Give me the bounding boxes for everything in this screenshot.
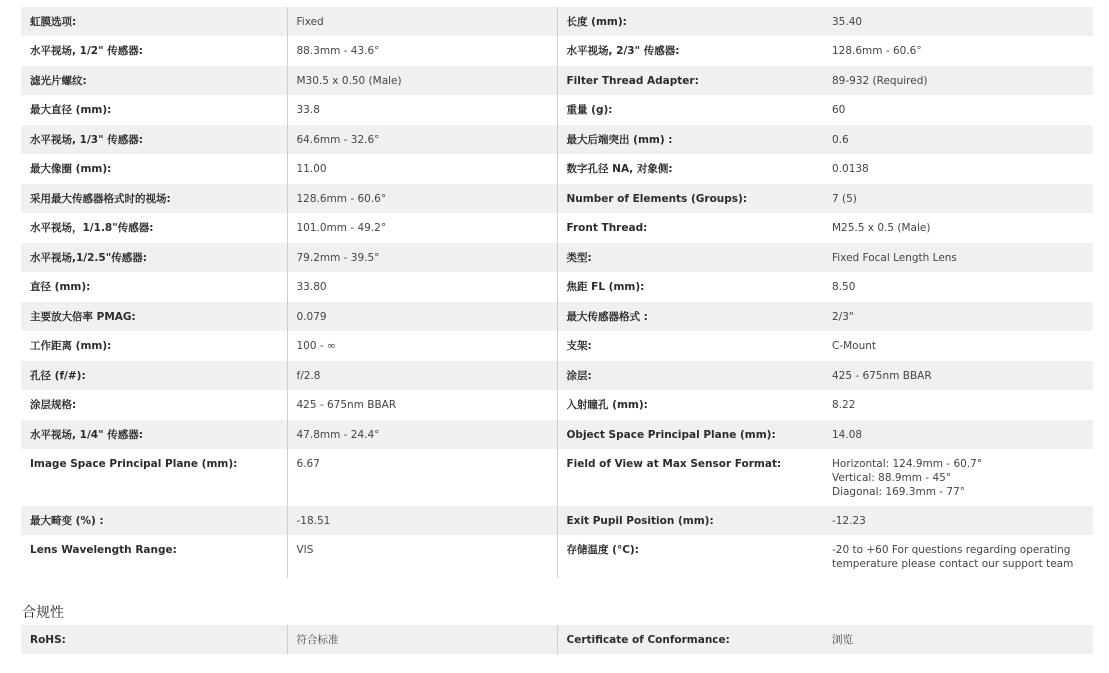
spec-label: 最大像圈 (mm):: [30, 163, 112, 175]
spec-value: C-Mount: [832, 340, 877, 352]
table-row: [21, 95, 1093, 125]
spec-label: 水平视场, 1/4" 传感器:: [21, 420, 287, 449]
spec-label: 滤光片螺纹:: [21, 66, 287, 95]
spec-label: 涂层:: [557, 361, 823, 390]
spec-label: 涂层规格:: [30, 399, 77, 411]
spec-value: Fixed Focal Length Lens: [823, 243, 1093, 272]
spec-label: 孔径 (f/#):: [21, 361, 287, 390]
spec-label: 入射瞳孔 (mm):: [557, 390, 823, 420]
table-row: [21, 390, 1093, 420]
spec-label: Lens Wavelength Range:: [30, 544, 177, 556]
table-row: [21, 125, 1093, 154]
spec-label: 支架:: [557, 331, 823, 361]
spec-value: 0.0138: [832, 163, 869, 175]
spec-value: 11.00: [287, 154, 557, 184]
table-row: [21, 361, 1093, 390]
spec-value: Fixed: [287, 7, 557, 36]
spec-label: Exit Pupil Position (mm):: [557, 506, 823, 535]
storage-temp-line-2: temperature please contact our support team: [832, 558, 1074, 570]
fov-horizontal: Horizontal: 124.9mm - 60.7°: [832, 458, 983, 470]
spec-label: 重量 (g):: [557, 95, 823, 125]
spec-label: Field of View at Max Sensor Format:: [557, 449, 823, 506]
spec-value: M25.5 x 0.5 (Male): [832, 222, 931, 234]
rohs-label: RoHS:: [21, 625, 287, 654]
spec-label: 水平视场, 2/3" 传感器:: [557, 36, 823, 66]
spec-value: 64.6mm - 32.6°: [287, 125, 557, 154]
spec-label: 长度 (mm):: [557, 7, 823, 36]
table-row: [21, 449, 1093, 506]
spec-value: 79.2mm - 39.5°: [287, 243, 557, 272]
spec-value: M30.5 x 0.50 (Male): [287, 66, 557, 95]
spec-label: 最大直径 (mm):: [30, 104, 112, 116]
table-row: [21, 184, 1093, 213]
storage-temp-line-1: -20 to +60 For questions regarding operating: [832, 544, 1071, 556]
fov-diagonal: Diagonal: 169.3mm - 77°: [832, 486, 965, 498]
spec-value: 128.6mm - 60.6°: [832, 45, 922, 57]
spec-label: 工作距离 (mm):: [30, 340, 112, 352]
spec-label: 最大畸变 (%) :: [21, 506, 287, 535]
spec-label: 虹膜选项:: [21, 7, 287, 36]
spec-value: 60: [832, 104, 846, 116]
spec-value: 100 - ∞: [287, 331, 557, 361]
spec-value: 425 - 675nm BBAR: [823, 361, 1093, 390]
spec-label: 主要放大倍率 PMAG:: [21, 302, 287, 331]
spec-value: 8.50: [832, 281, 856, 293]
spec-label: 类型:: [557, 243, 823, 272]
spec-value: -12.23: [823, 506, 1093, 535]
certificate-browse-link[interactable]: 浏览: [823, 625, 1093, 654]
spec-value: 0.079: [287, 302, 557, 331]
certificate-label: Certificate of Conformance:: [557, 625, 823, 654]
table-row: [21, 625, 1093, 654]
spec-table: [21, 7, 1093, 578]
spec-label: 最大传感器格式 :: [557, 302, 823, 331]
spec-value: 0.6: [823, 125, 1093, 154]
fov-vertical: Vertical: 88.9mm - 45°: [832, 472, 952, 484]
table-row: [21, 36, 1093, 66]
table-row: [21, 272, 1093, 302]
table-row: [21, 243, 1093, 272]
spec-label: 直径 (mm):: [30, 281, 91, 293]
table-row: [21, 7, 1093, 36]
spec-label: 焦距 FL (mm):: [557, 272, 823, 302]
spec-label: 水平视场,1/2.5"传感器:: [21, 243, 287, 272]
table-row: [21, 506, 1093, 535]
spec-label: 最大后端突出 (mm) :: [557, 125, 823, 154]
spec-label: 采用最大传感器格式时的视场:: [21, 184, 287, 213]
spec-value: 47.8mm - 24.4°: [287, 420, 557, 449]
spec-value: -18.51: [287, 506, 557, 535]
spec-value: 101.0mm - 49.2°: [287, 213, 557, 243]
fov-max-sensor-value: [823, 449, 1093, 506]
compliance-table-container: [21, 625, 1093, 654]
filter-adapter-link[interactable]: 89-932 (Required): [823, 66, 1093, 95]
spec-value: 88.3mm - 43.6°: [287, 36, 557, 66]
spec-label: 数字孔径 NA, 对象侧:: [557, 154, 823, 184]
table-row: [21, 66, 1093, 95]
table-row: [21, 535, 1093, 578]
spec-value: 7 (5): [823, 184, 1093, 213]
spec-value: 128.6mm - 60.6°: [287, 184, 557, 213]
spec-value: 14.08: [823, 420, 1093, 449]
spec-label: Filter Thread Adapter:: [557, 66, 823, 95]
spec-value: f/2.8: [287, 361, 557, 390]
table-row: [21, 213, 1093, 243]
spec-table-container: [21, 7, 1093, 578]
spec-label: Image Space Principal Plane (mm):: [30, 458, 238, 470]
spec-value: VIS: [287, 535, 557, 578]
rohs-link[interactable]: 符合标准: [287, 625, 557, 654]
table-row: [21, 331, 1093, 361]
spec-label: 水平视场, 1/2" 传感器:: [30, 45, 143, 57]
spec-value: 33.8: [287, 95, 557, 125]
table-row: [21, 420, 1093, 449]
spec-value: 35.40: [823, 7, 1093, 36]
compliance-table: [21, 625, 1093, 654]
spec-label: 水平视场, 1/3" 传感器:: [21, 125, 287, 154]
spec-label: Object Space Principal Plane (mm):: [557, 420, 823, 449]
spec-label: 存储温度 (°C):: [557, 535, 823, 578]
spec-value: 425 - 675nm BBAR: [287, 390, 557, 420]
spec-label: 水平视场，1/1.8"传感器:: [30, 222, 154, 234]
spec-label: Front Thread:: [557, 213, 823, 243]
compliance-section-title: 合规性: [22, 605, 64, 621]
spec-label: Number of Elements (Groups):: [557, 184, 823, 213]
spec-value: 6.67: [287, 449, 557, 506]
spec-value: 2/3": [823, 302, 1093, 331]
table-row: [21, 154, 1093, 184]
spec-value: 8.22: [832, 399, 856, 411]
storage-temp-value: [823, 535, 1093, 578]
table-row: [21, 302, 1093, 331]
spec-value: 33.80: [287, 272, 557, 302]
